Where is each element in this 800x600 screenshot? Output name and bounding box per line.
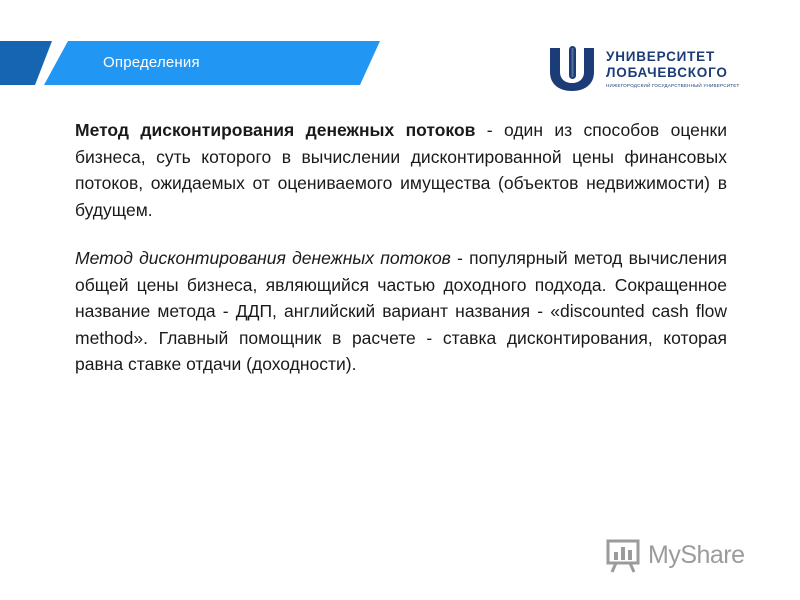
definition-text-1: - один из способов оценки бизнеса, суть которого в вычислении дисконтированной цены финансовых потоков, ожидаемых от оцениваемого имущества (объектов недвижимости) в будущем. xyxy=(75,120,727,220)
logo-title-line1: УНИВЕРСИТЕТ xyxy=(606,49,716,64)
logo-subtitle: НИЖЕГОРОДСКИЙ ГОСУДАРСТВЕННЫЙ УНИВЕРСИТЕТ xyxy=(606,83,740,88)
chart-board-icon xyxy=(604,538,644,574)
section-title: Определения xyxy=(103,54,200,71)
definition-term-bold: Метод дисконтирования денежных потоков xyxy=(75,120,476,140)
definition-paragraph-1 xyxy=(75,117,727,223)
university-u-logo-icon xyxy=(546,44,598,92)
definitions-content xyxy=(75,117,727,400)
university-logo xyxy=(546,44,740,94)
watermark-text: MyShare xyxy=(648,541,745,569)
definition-term-italic: Метод дисконтирования денежных потоков xyxy=(75,248,451,268)
logo-title-line2: ЛОБАЧЕВСКОГО xyxy=(606,65,728,80)
definition-paragraph-2 xyxy=(75,245,727,378)
definition-text-2: - популярный метод вычисления общей цены бизнеса, являющийся частью доходного подхода. Сокращенное название метода - ДДП, английский вариант названия - «discounted cash flow method». Главный помощник в расчете - ставка дисконтирования, которая равна ставке отдачи (доходности). xyxy=(75,248,728,374)
myshared-watermark xyxy=(604,536,774,576)
